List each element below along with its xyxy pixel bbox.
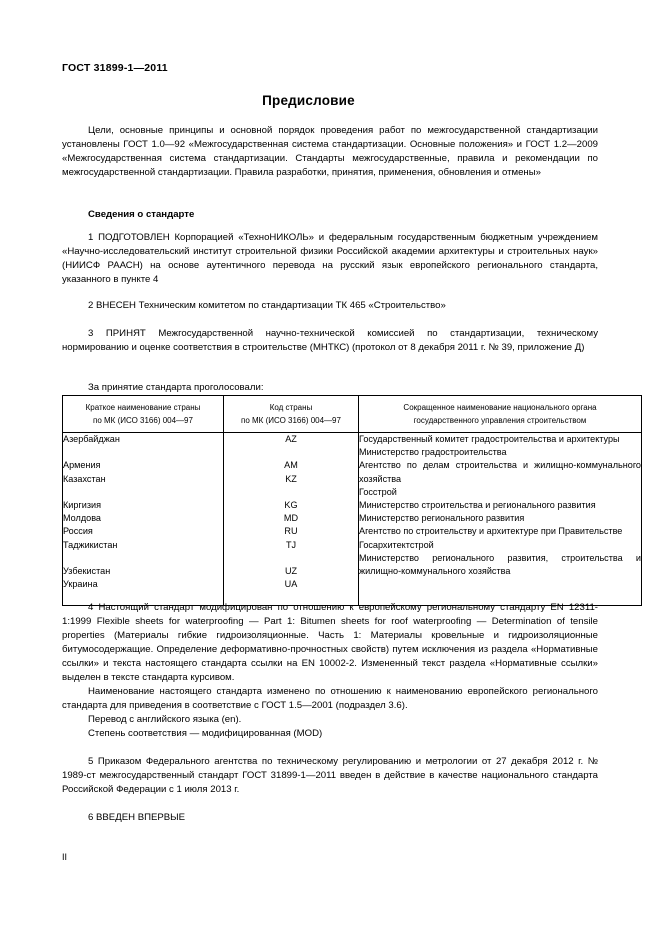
table-header-country-line1: Краткое наименование страны [85, 403, 201, 412]
table-header-country-line2: по МК (ИСО 3166) 004—97 [93, 415, 193, 425]
vote-table [62, 395, 642, 606]
table-country-code: UZ [284, 565, 298, 576]
table-country-code: KZ [285, 473, 297, 484]
table-body-row [63, 433, 642, 606]
table-country-code: AZ [285, 434, 297, 444]
table-header-row [63, 396, 642, 433]
paragraph-item-4-name-change: Наименование настоящего стандарта изменено по отношению к наименованию европейского регионального стандарта для приведения в соответствие с ГОСТ 1.5—2001 (подраздел 3.6). [62, 686, 598, 712]
table-filler-line [224, 446, 358, 459]
paragraph-translation-note: Перевод с английского языка (en). [88, 714, 242, 725]
table-organization-name: Госархитектстрой [359, 539, 434, 550]
page-number: II [62, 852, 68, 862]
table-country-code: TJ [285, 539, 297, 550]
table-header-code-line2: по МК (ИСО 3166) 004—97 [241, 415, 341, 425]
table-filler-line [224, 552, 358, 565]
table-filler-line [63, 486, 223, 499]
paragraph-purpose: Цели, основные принципы и основной порядок проведения работ по межгосударственной стандартизации установлены ГОСТ 1.0—92 «Межгосударственная система стандартизации. Основные положения» и ГОСТ 1.2—2009 «Межгосударственная система стандартизации. Стандарты межгосударственные, правила и рекомендации по межгосударственной стандартизации. Правила разработки, принятия, применения, обновления и отмены» [62, 125, 598, 179]
table-country-code: RU [284, 526, 298, 537]
table-country-name: Россия [63, 526, 93, 537]
table-header-organization [359, 396, 642, 433]
table-header-country [63, 396, 224, 433]
table-header-code-line1: Код страны [269, 403, 313, 412]
paragraph-item-6: 6 ВВЕДЕН ВПЕРВЫЕ [88, 812, 186, 823]
paragraph-item-4: 4 Настоящий стандарт модифицирован по отношению к европейскому региональному стандарту EN 12311-1:1999 Flexible sheets for waterproofing — Part 1: Bitumen sheets for roof waterproofing — Determination of tensile properties (Материалы гибкие гидроизоляционные. Часть 1: Материалы кровельные и гидроизоляционные битумосодержащие. Определение деформативно-прочностных свойств) путем исключения из раздела «Нормативные ссылки» и текста настоящего стандарта ссылки на EN 10002-2. Измененный текст раздела «Нормативные ссылки» выделен в тексте стандарта курсивом. [62, 602, 598, 684]
table-organization-name: Госстрой [359, 486, 397, 497]
paragraph-item-1: 1 ПОДГОТОВЛЕН Корпорацией «ТехноНИКОЛЬ» и федеральным государственным бюджетным учреждением «Научно-исследовательский институт строительной физики Российской академии архитектуры и строительных наук» (НИИСФ РААСН) на основе аутентичного перевода на русский язык европейского регионального стандарта, указанного в пункте 4 [62, 232, 598, 286]
table-organization-name: Министерство регионального развития, строительства и жилищно-коммунального хозяйства [359, 552, 641, 577]
paragraph-item-2: 2 ВНЕСЕН Техническим комитетом по стандартизации ТК 465 «Строительство» [88, 300, 446, 311]
paragraph-item-5: 5 Приказом Федерального агентства по техническому регулированию и метрологии от 27 декабря 2012 г. № 1989-ст межгосударственный стандарт ГОСТ 31899-1—2011 введен в действие в качестве национального стандарта Российской Федерации с 1 июля 2013 г. [62, 756, 598, 796]
table-country-code: KG [284, 499, 298, 510]
table-country-code: MD [283, 513, 299, 524]
table-header-org-line1: Сокращенное наименование национального органа [403, 403, 597, 412]
table-header-org-line2: государственного управления строительством [413, 415, 587, 425]
table-filler-line [224, 486, 358, 499]
table-organization-name: Министерство регионального развития [359, 513, 525, 524]
table-country-name: Казахстан [63, 473, 106, 484]
table-country-name: Армения [63, 460, 101, 471]
table-country-name: Киргизия [63, 499, 102, 510]
section-heading-standard-info: Сведения о стандарте [88, 209, 195, 220]
table-filler-line [63, 446, 223, 459]
table-country-name: Молдова [63, 513, 101, 524]
table-cell-countries [63, 433, 224, 606]
table-organization-name: Агентство по делам строительства и жилищно-коммунального хозяйства [359, 460, 641, 484]
document-standard-code: ГОСТ 31899-1—2011 [62, 62, 168, 74]
table-organization-name: Министерство градостроительства [359, 447, 507, 458]
paragraph-item-3: 3 ПРИНЯТ Межгосударственной научно-технической комиссией по стандартизации, техническому нормированию и оценке соответствия в строительстве (МНТКС) (протокол от 8 декабря 2011 г. № 39, приложение Д) [62, 328, 598, 354]
table-organization-name: Государственный комитет градостроительства и архитектуры [359, 434, 620, 444]
table-country-name: Азербайджан [63, 434, 120, 444]
table-cell-organizations [359, 433, 642, 606]
table-header-code [224, 396, 359, 433]
table-country-code: UA [284, 579, 298, 590]
table-filler-line [63, 552, 223, 565]
table-organization-name: Агентство по строительству и архитектуре при Правительстве [359, 526, 623, 537]
table-country-name: Украина [63, 579, 98, 590]
table-country-name: Узбекистан [63, 565, 111, 576]
table-organization-name: Министерство строительства и регионального развития [359, 500, 596, 511]
table-country-name: Таджикистан [63, 539, 118, 550]
page-title: Предисловие [262, 93, 355, 108]
paragraph-vote-intro: За принятие стандарта проголосовали: [88, 382, 264, 393]
table-cell-codes [224, 433, 359, 606]
paragraph-conformity-degree: Степень соответствия — модифицированная (MOD) [88, 728, 323, 739]
table-country-code: AM [284, 460, 298, 471]
